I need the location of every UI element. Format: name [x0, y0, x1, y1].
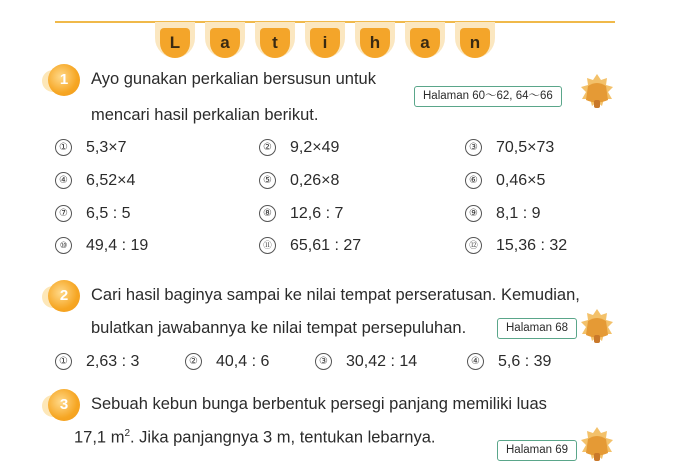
item-number: ②	[259, 139, 276, 156]
item-number: ⑧	[259, 205, 276, 222]
item-number: ⑤	[259, 172, 276, 189]
area-exponent: 2	[124, 428, 131, 439]
exercise-item	[55, 353, 139, 371]
exercise-item	[185, 353, 269, 371]
exercise-item	[55, 237, 148, 255]
question-2-line-1: Cari hasil baginya sampai ke nilai tempat perseratusan. Kemudian,	[91, 286, 580, 304]
item-expression: 8,1 : 9	[496, 205, 541, 222]
exercise-item	[465, 237, 567, 255]
item-expression: 9,2×49	[290, 139, 340, 156]
question-3-line-2-rest: . Jika panjangnya 3 m, tentukan lebarnya.	[130, 428, 436, 447]
banner-letter: h	[360, 28, 390, 58]
item-expression: 70,5×73	[496, 139, 555, 156]
item-number: ④	[55, 172, 72, 189]
banner-letter: a	[210, 28, 240, 58]
item-number: ⑩	[55, 237, 72, 254]
question-number-badge: 3	[48, 389, 80, 421]
exercise-item	[55, 139, 126, 157]
item-number: ①	[55, 353, 72, 370]
question-3-line-2	[74, 428, 435, 448]
area-value: 17,1 m	[74, 428, 125, 447]
item-expression: 15,36 : 32	[496, 237, 568, 254]
question-1-line-2: mencari hasil perkalian berikut.	[91, 106, 319, 124]
banner-letter: t	[260, 28, 290, 58]
item-expression: 0,26×8	[290, 172, 340, 189]
exercise-item	[465, 172, 545, 190]
item-number: ②	[185, 353, 202, 370]
item-expression: 30,42 : 14	[346, 353, 418, 370]
item-number: ⑥	[465, 172, 482, 189]
item-expression: 5,3×7	[86, 139, 127, 156]
item-number: ④	[467, 353, 484, 370]
exercise-item	[259, 205, 343, 223]
page-reference-badge: Halaman 60〜62, 64〜66	[414, 86, 562, 107]
item-expression: 65,61 : 27	[290, 237, 362, 254]
exercise-item	[465, 205, 540, 223]
question-2-line-2: bulatkan jawabannya ke nilai tempat persepuluhan.	[91, 319, 467, 337]
question-number-badge: 1	[48, 64, 80, 96]
exercise-item	[259, 139, 339, 157]
item-expression: 2,63 : 3	[86, 353, 140, 370]
exercise-item	[259, 172, 339, 190]
exercise-item	[315, 353, 417, 371]
bell-flower-icon	[578, 425, 616, 465]
item-number: ①	[55, 139, 72, 156]
item-expression: 5,6 : 39	[498, 353, 552, 370]
page-reference-badge: Halaman 68	[497, 318, 577, 339]
bell-flower-icon	[578, 307, 616, 347]
exercise-item	[259, 237, 361, 255]
item-expression: 40,4 : 6	[216, 353, 270, 370]
question-1-line-1: Ayo gunakan perkalian bersusun untuk	[91, 70, 376, 88]
item-number: ③	[315, 353, 332, 370]
question-number-badge: 2	[48, 280, 80, 312]
item-number: ③	[465, 139, 482, 156]
question-3-line-1: Sebuah kebun bunga berbentuk persegi panjang memiliki luas	[91, 395, 547, 413]
item-number: ⑦	[55, 205, 72, 222]
item-expression: 6,52×4	[86, 172, 136, 189]
banner-letter: n	[460, 28, 490, 58]
banner-letter: i	[310, 28, 340, 58]
item-expression: 12,6 : 7	[290, 205, 344, 222]
exercise-item	[467, 353, 551, 371]
item-number: ⑪	[259, 237, 276, 254]
exercise-item	[55, 205, 130, 223]
item-number: ⑫	[465, 237, 482, 254]
banner-letter: a	[410, 28, 440, 58]
item-expression: 6,5 : 5	[86, 205, 131, 222]
exercise-item	[465, 139, 554, 157]
exercise-item	[55, 172, 135, 190]
bell-flower-icon	[578, 72, 616, 112]
item-number: ⑨	[465, 205, 482, 222]
banner-letter: L	[160, 28, 190, 58]
item-expression: 49,4 : 19	[86, 237, 149, 254]
item-expression: 0,46×5	[496, 172, 546, 189]
page-reference-badge: Halaman 69	[497, 440, 577, 461]
